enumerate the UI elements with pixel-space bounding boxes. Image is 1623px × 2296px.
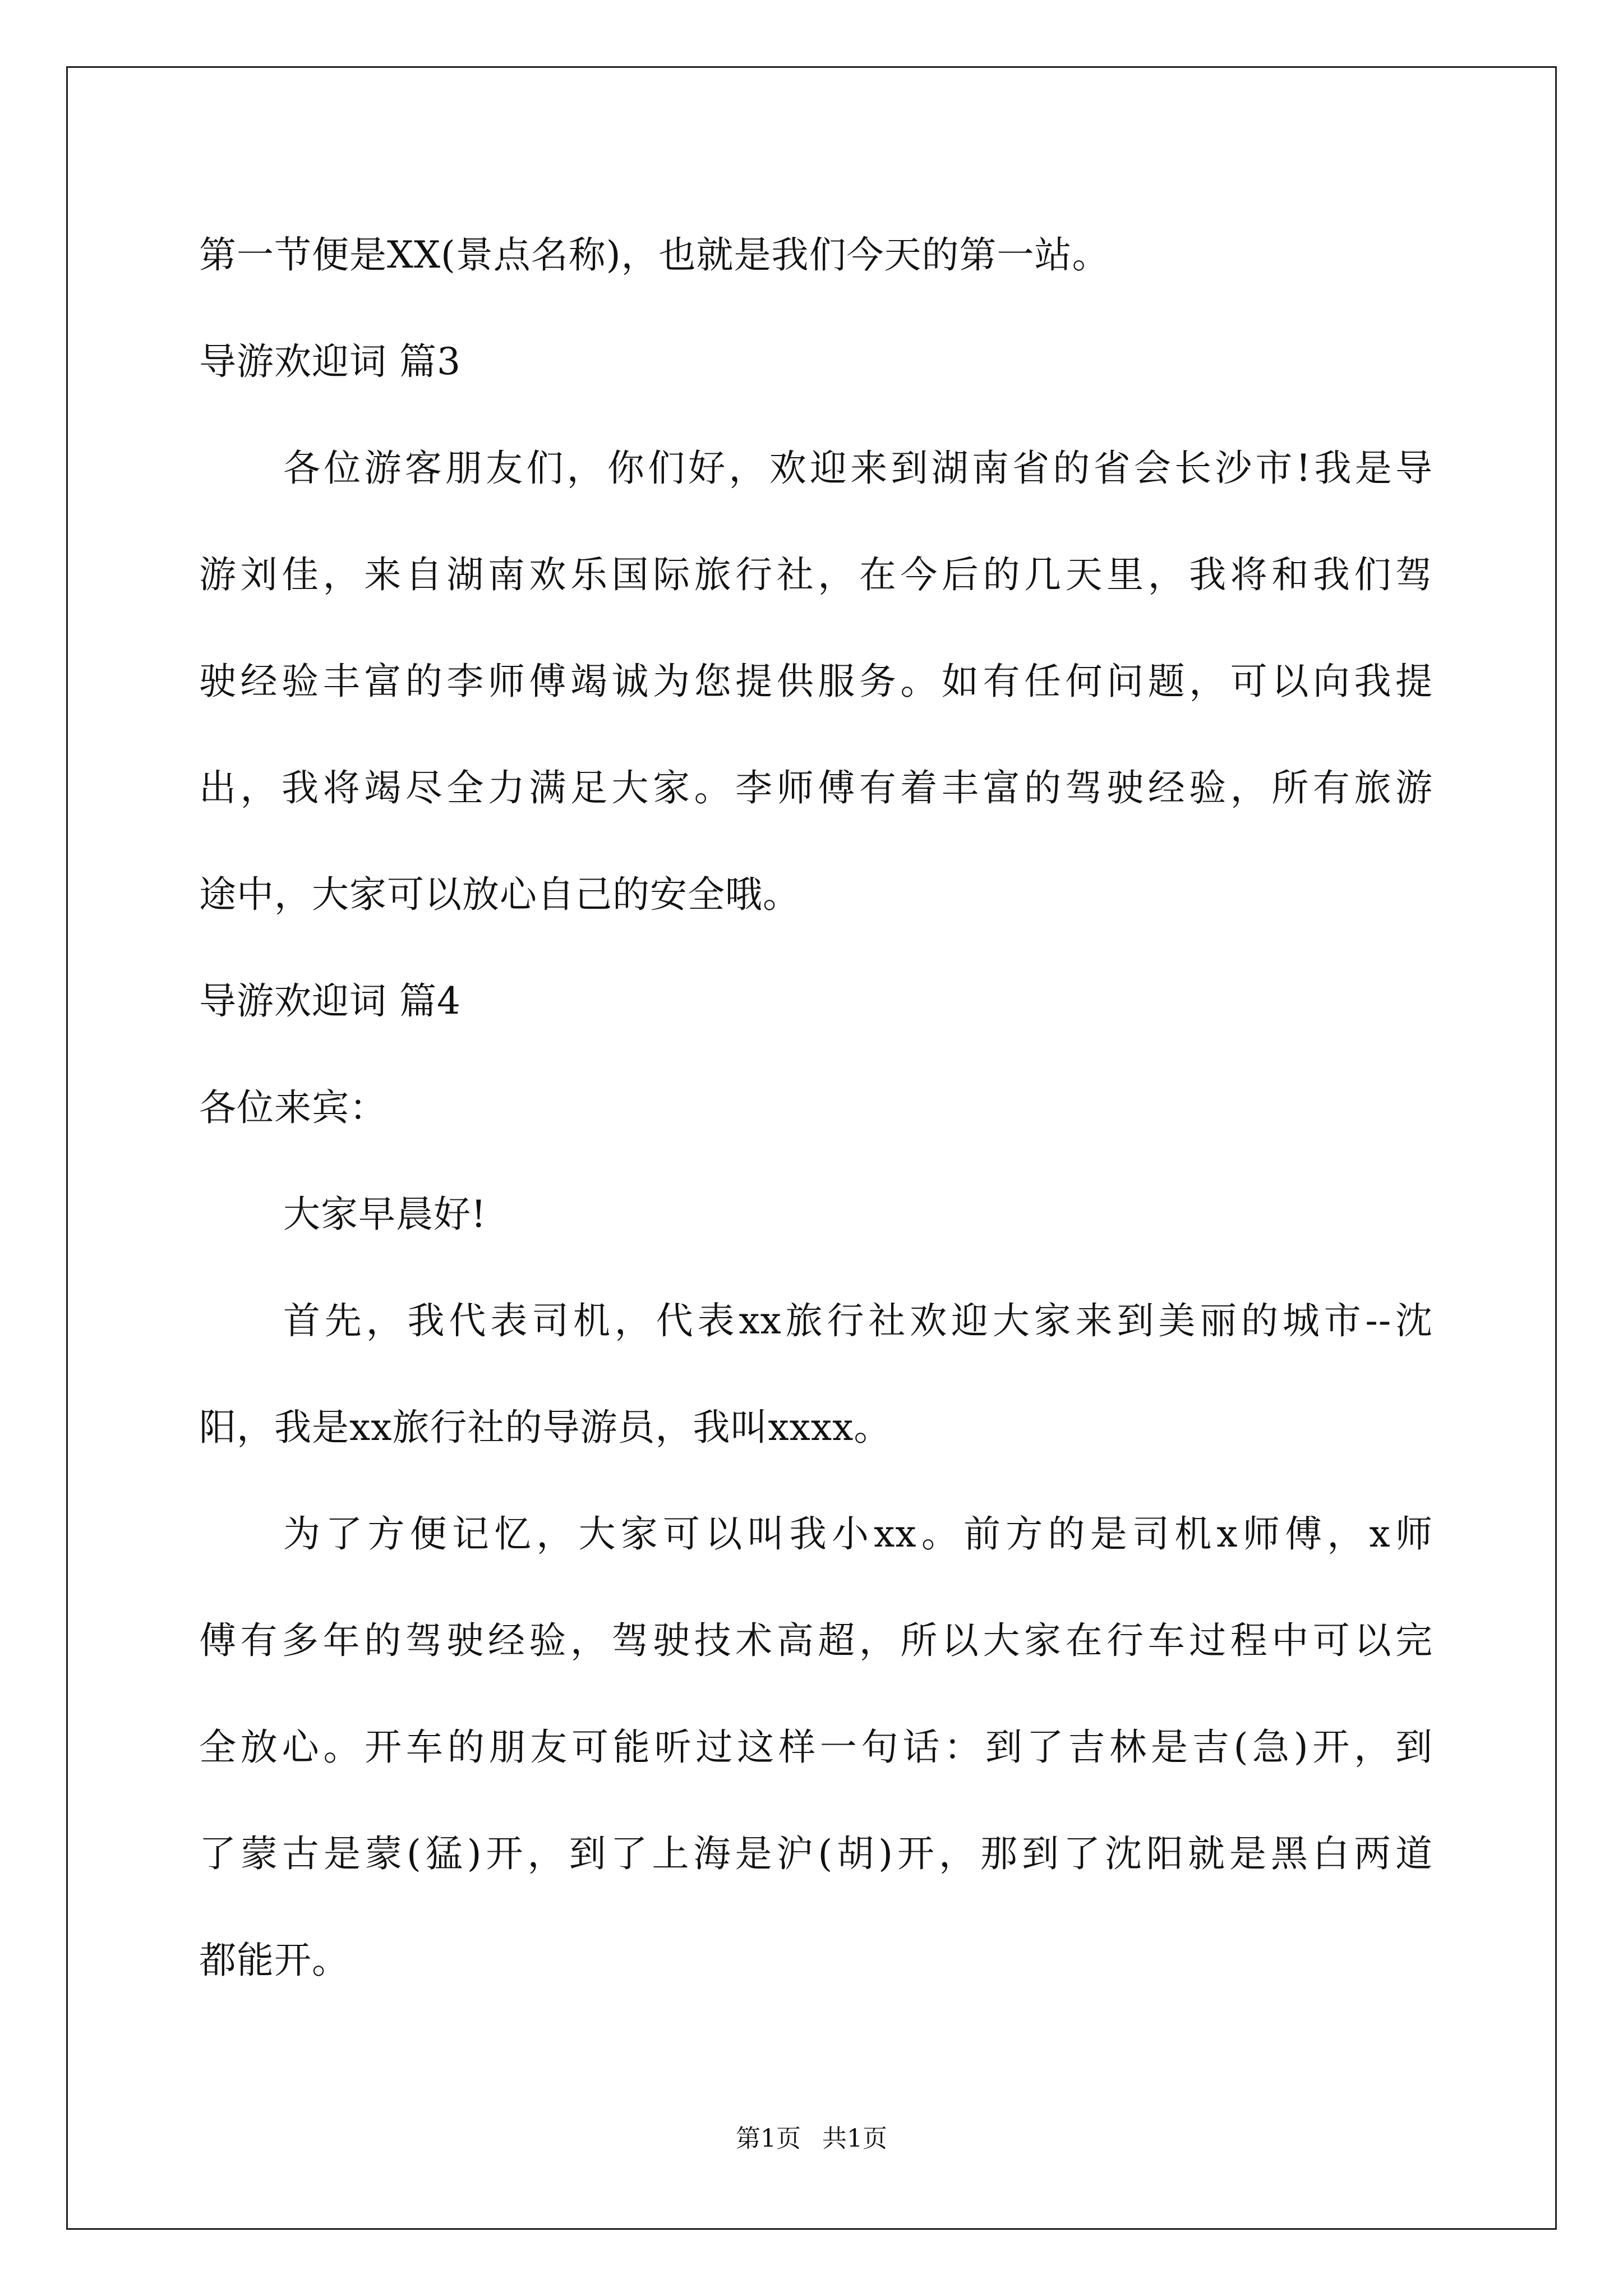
paragraph-line: 首先，我代表司机，代表xx旅行社欢迎大家来到美丽的城市--沈 bbox=[283, 1299, 1433, 1342]
paragraph-line: 驶经验丰富的李师傅竭诚为您提供服务。如有任何问题，可以向我提 bbox=[199, 660, 1433, 703]
paragraph-line: 途中，大家可以放心自己的安全哦。 bbox=[199, 873, 800, 916]
page-footer bbox=[0, 2122, 1623, 2156]
paragraph-line: 阳，我是xx旅行社的导游员，我叫xxxx。 bbox=[199, 1406, 892, 1449]
paragraph-line: 各位游客朋友们，你们好，欢迎来到湖南省的省会长沙市!我是导 bbox=[283, 447, 1433, 490]
paragraph-line: 了蒙古是蒙(猛)开，到了上海是沪(胡)开，那到了沈阳就是黑白两道 bbox=[199, 1832, 1433, 1875]
paragraph-line: 各位来宾： bbox=[199, 1086, 387, 1129]
section-heading: 导游欢迎词 篇3 bbox=[199, 340, 461, 383]
paragraph-line: 出，我将竭尽全力满足大家。李师傅有着丰富的驾驶经验，所有旅游 bbox=[199, 766, 1433, 809]
paragraph-line: 游刘佳，来自湖南欢乐国际旅行社，在今后的几天里，我将和我们驾 bbox=[199, 553, 1433, 596]
paragraph-line: 傅有多年的驾驶经验，驾驶技术高超，所以大家在行车过程中可以完 bbox=[199, 1619, 1433, 1662]
paragraph-line: 第一节便是XX(景点名称)，也就是我们今天的第一站。 bbox=[199, 233, 1110, 277]
paragraph-line: 全放心。开车的朋友可能听过这样一句话：到了吉林是吉(急)开，到 bbox=[199, 1726, 1433, 1769]
page-border bbox=[66, 66, 1557, 2230]
paragraph-line: 都能开。 bbox=[199, 1939, 349, 1982]
section-heading: 导游欢迎词 篇4 bbox=[199, 979, 461, 1023]
page-number: 第1页 bbox=[736, 2124, 801, 2153]
page-total: 共1页 bbox=[822, 2124, 887, 2153]
paragraph-line: 为了方便记忆，大家可以叫我小xx。前方的是司机x师傅，x师 bbox=[283, 1512, 1433, 1556]
paragraph-line: 大家早晨好! bbox=[283, 1193, 487, 1236]
